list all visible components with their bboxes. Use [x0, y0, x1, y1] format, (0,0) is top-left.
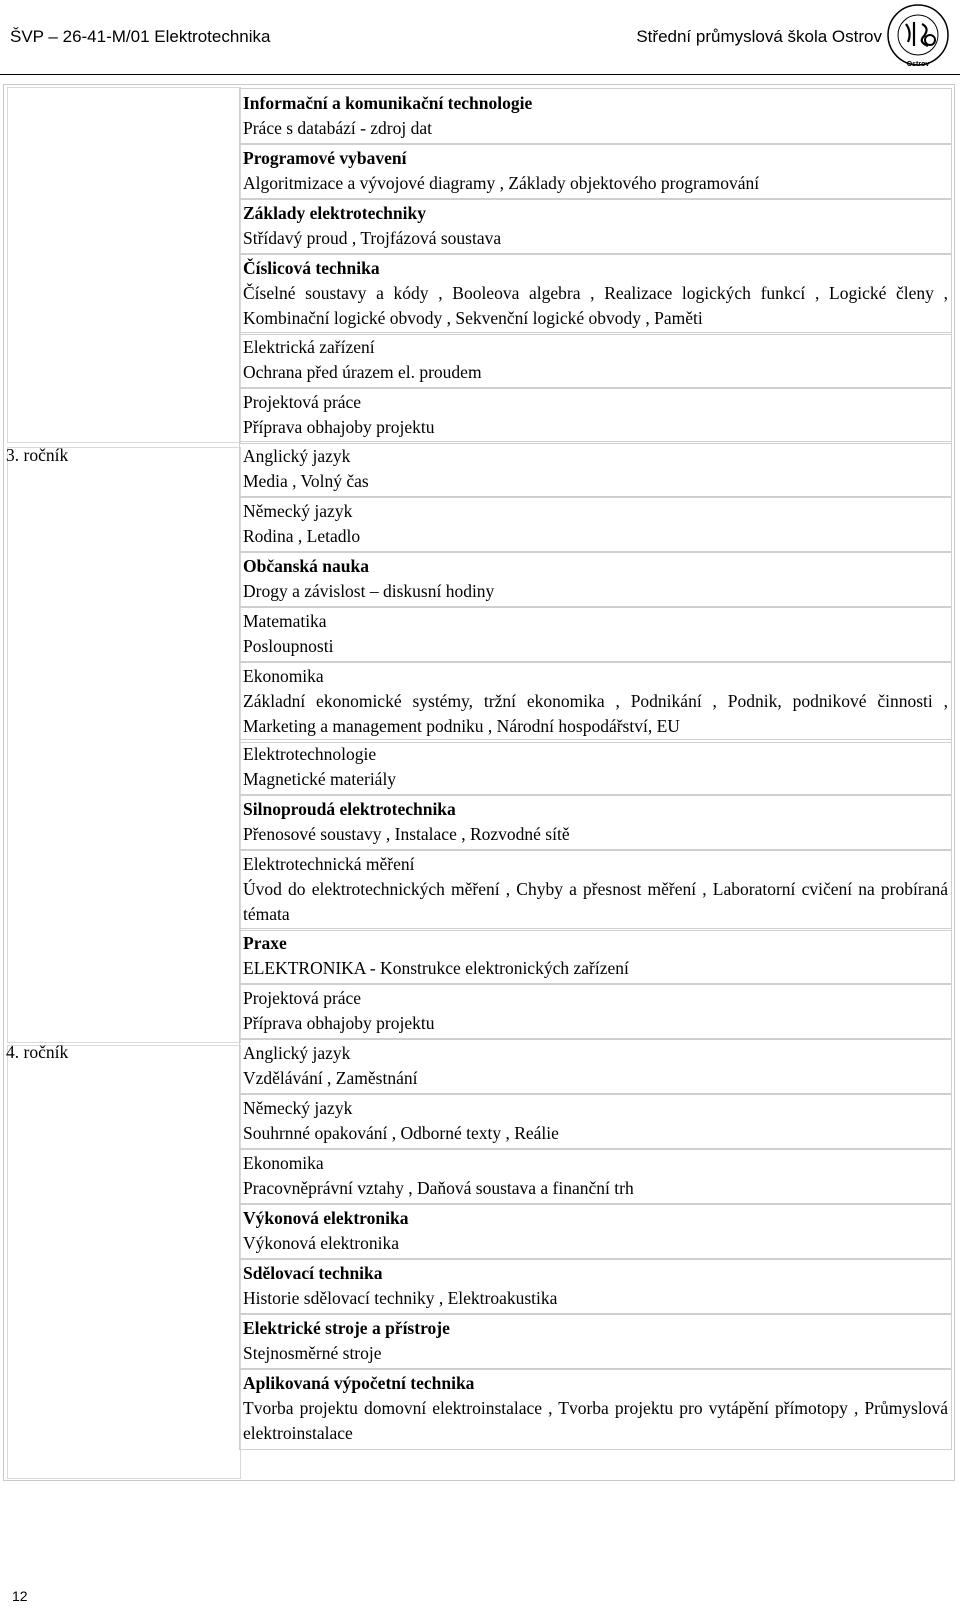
subject-row — [239, 1313, 952, 1370]
subject-name: Projektová práce — [243, 392, 362, 412]
subject-row — [239, 661, 952, 743]
subject-row — [239, 983, 952, 1040]
subject-topics: ELEKTRONIKA - Konstrukce elektronických zařízení — [243, 958, 629, 978]
subject-name: Aplikovaná výpočetní technika — [243, 1373, 475, 1393]
subject-row — [239, 143, 952, 200]
subject-row — [239, 198, 952, 255]
subject-name: Ekonomika — [243, 1153, 324, 1173]
subject-row — [239, 1093, 952, 1150]
subject-name: Informační a komunikační technologie — [243, 93, 533, 113]
svg-text:Ostrov: Ostrov — [906, 61, 930, 68]
subject-topics: Práce s databází - zdroj dat — [243, 118, 433, 138]
year-cell-3 — [7, 447, 241, 1043]
subject-row — [239, 739, 952, 796]
subject-row — [239, 1258, 952, 1315]
subject-row — [239, 606, 952, 663]
page-header — [0, 0, 960, 76]
subject-row — [239, 88, 952, 145]
subject-row — [239, 551, 952, 608]
subject-topics: Magnetické materiály — [243, 769, 397, 789]
subject-topics: Historie sdělovací techniky , Elektroakustika — [243, 1288, 558, 1308]
subject-row — [239, 1368, 952, 1450]
subject-name: Elektrická zařízení — [243, 337, 375, 357]
subject-name: Praxe — [243, 933, 287, 953]
subject-name: Ekonomika — [243, 666, 324, 686]
subject-topics: Souhrnné opakování , Odborné texty , Reálie — [243, 1123, 559, 1143]
subject-topics: Ochrana před úrazem el. proudem — [243, 362, 482, 382]
year-label-3: 3. ročník — [6, 445, 69, 465]
subject-topics: Pracovněprávní vztahy , Daňová soustava a finanční trh — [243, 1178, 634, 1198]
subject-row — [239, 794, 952, 851]
subject-name: Elektrotechnologie — [243, 744, 377, 764]
subject-topics: Příprava obhajoby projektu — [243, 417, 435, 437]
subject-name: Anglický jazyk — [243, 1043, 351, 1063]
subject-name: Německý jazyk — [243, 1098, 353, 1118]
subject-topics: Drogy a závislost – diskusní hodiny — [243, 581, 495, 601]
year-label-4: 4. ročník — [6, 1042, 69, 1062]
page-number: 12 — [12, 1588, 28, 1604]
subject-topics: Základní ekonomické systémy, tržní ekonomika , Podnikání , Podnik, podnikové činnosti , Marketing a management podniku , Národní hospodářství, EU — [243, 691, 948, 736]
subject-topics: Úvod do elektrotechnických měření , Chyby a přesnost měření , Laboratorní cvičení na probíraná témata — [243, 879, 948, 924]
subject-topics: Stejnosměrné stroje — [243, 1343, 382, 1363]
subject-topics: Rodina , Letadlo — [243, 526, 361, 546]
subject-name: Anglický jazyk — [243, 446, 351, 466]
subject-name: Matematika — [243, 611, 327, 631]
subject-topics: Příprava obhajoby projektu — [243, 1013, 435, 1033]
subject-row — [239, 1038, 952, 1095]
subject-row — [239, 387, 952, 444]
subject-name: Základy elektrotechniky — [243, 203, 426, 223]
subject-topics: Media , Volný čas — [243, 471, 369, 491]
subject-name: Projektová práce — [243, 988, 362, 1008]
subject-row — [239, 928, 952, 985]
subject-name: Silnoproudá elektrotechnika — [243, 799, 456, 819]
subject-topics: Tvorba projektu domovní elektroinstalace , Tvorba projektu pro vytápění přímotopy , Průmyslová elektroinstalace — [243, 1398, 948, 1443]
subject-topics: Posloupnosti — [243, 636, 334, 656]
subject-topics: Algoritmizace a vývojové diagramy , Základy objektového programování — [243, 173, 760, 193]
header-rule — [0, 74, 960, 75]
subject-name: Výkonová elektronika — [243, 1208, 409, 1228]
subject-row — [239, 496, 952, 553]
subject-topics: Střídavý proud , Trojfázová soustava — [243, 228, 502, 248]
header-program-title: ŠVP – 26-41-M/01 Elektrotechnika — [10, 27, 271, 46]
subject-row — [239, 849, 952, 931]
subject-name: Německý jazyk — [243, 501, 353, 521]
year-cell-4 — [7, 1045, 241, 1479]
subject-name: Občanská nauka — [243, 556, 369, 576]
school-logo-icon — [884, 2, 952, 68]
subject-row — [239, 253, 952, 335]
subject-row — [239, 1203, 952, 1260]
subject-topics: Výkonová elektronika — [243, 1233, 399, 1253]
subject-row — [239, 441, 952, 498]
year-cell-prev — [7, 87, 241, 443]
subject-name: Programové vybavení — [243, 148, 407, 168]
subject-name: Elektrotechnická měření — [243, 854, 415, 874]
header-school-name: Střední průmyslová škola Ostrov — [636, 27, 882, 46]
subject-name: Sdělovací technika — [243, 1263, 383, 1283]
subject-topics: Vzdělávání , Zaměstnání — [243, 1068, 418, 1088]
subject-row — [239, 332, 952, 389]
subject-row — [239, 1148, 952, 1205]
subject-name: Elektrické stroje a přístroje — [243, 1318, 450, 1338]
subject-topics: Číselné soustavy a kódy , Booleova algebra , Realizace logických funkcí , Logické členy , Kombinační logické obvody , Sekvenční logické obvody , Paměti — [243, 283, 948, 328]
subject-name: Číslicová technika — [243, 258, 380, 278]
subject-topics: Přenosové soustavy , Instalace , Rozvodné sítě — [243, 824, 570, 844]
